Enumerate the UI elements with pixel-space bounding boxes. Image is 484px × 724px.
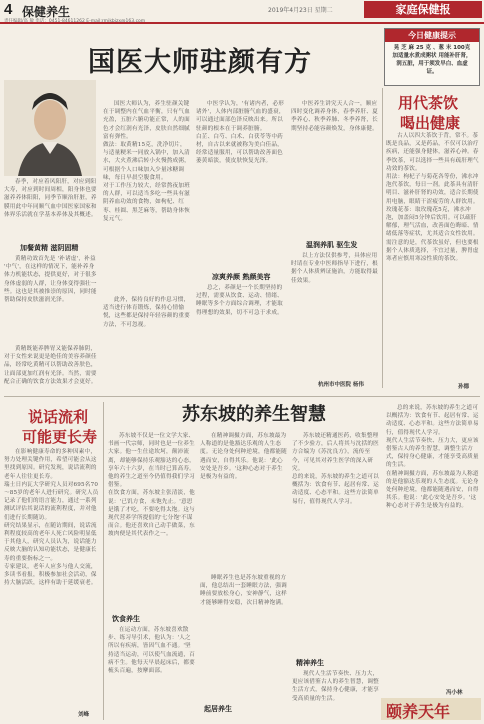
sudongpo-paragraph: 现代人生活节奏快、压力大，更应该借鉴古人的养生智慧，调整生活方式，保持身心健康，才能享受高质量的生活。 [386,437,479,469]
main-paragraph: 白芷、白芍、白术、白茯苓等中药材，自古以来就被称为美白佳品，经常适量服用，可以帮助改善面色萎黄暗淡，使皮肤恢复光泽。 [196,133,283,165]
speech-paragraph: 在影响健康寿命的多种因素中，努力处理关键作用，希望可能会从这里找到原因。研究发现，说话流利的老年人往往更长寿。 [4,449,97,480]
main-article-col-2b [103,296,191,394]
sudongpo-paragraph: 总的来说，苏东坡的养生之道可以概括为：饮食有节、起居有常、运动适度、心态平和。这些方法简单易行，值得现代人学习。 [292,474,379,505]
main-paragraph: 对于工作压力较大，经常熬夜加班的人群，可以适当多吃一些具有滋阴养血功效的食物，如枸杞、红枣、桂圆、黑芝麻等，帮助身体恢复元气。 [103,183,190,222]
main-subheading-4: 凉爽养颜 熟颜美容 [212,273,271,281]
health-tip-text: 晃 芝 麻 25 克 、葱 末 100克加适量水煮成粥状 用能补肝肾，润五脏，用于须发早白、血虚证。 [392,45,472,75]
sudongpo-subheading-1: 饮食养生 [112,615,140,623]
tea-article-title-2: 喝出健康 [400,114,461,132]
speech-paragraph: 瑞士日内瓦大学研究人员对695名70～85岁的老年人进行研究。研究人员记录了他们的语言能力，通过一系列测试评估其说话的流利程度，并对他们进行长期随访。 [4,481,99,521]
main-article-col-4b [291,252,379,372]
sudongpo-col-4 [386,404,480,686]
main-paragraph: 此外，保持良好的作息习惯，适当进行体育锻炼，保持心情愉悦，这些都是保持年轻容颜的重要方法，不可忽视。 [103,297,190,328]
sudongpo-col-2b [200,574,288,700]
sudongpo-col-3b [292,670,380,718]
tea-article-author: 孙德 [458,384,470,390]
main-paragraph: 黄精功效首先是 '补诸虚'，补益 '中气'，在这样的情况下，能补养身体力机能状态，提供更好，对于很多身体虚弱的人群，让身体变得强壮一些。这也是其被推崇的原因，同时能帮助保持皮肤滋润光泽。 [4,256,97,304]
column-divider [382,88,383,388]
main-subheading-1: 加餐黄精 滋阴固精 [20,244,79,252]
footer-title: 颐养天年 [386,702,451,721]
main-article-col-1c [4,345,98,395]
speech-article-author: 刘峰 [78,712,90,718]
sudongpo-col-2 [200,432,288,572]
sudongpo-paragraph: 苏东坡不仅是一位文学大家、书画一代宗师，同时也是一位养生大家。他一生仕途坎坷，颠沛流离，却能够保持乐观豁达的心态，享年六十六岁，在当时已算高寿。他的养生之道至今仍值得我们学习借鉴。 [108,433,195,489]
column-divider [103,402,104,720]
page-header [0,0,484,22]
tea-article-body [386,132,480,382]
sudongpo-paragraph: 在精神调摄方面，苏东坡最为人称道的是他豁达乐观的人生态度。无论身处何种逆境，他都能随遇而安，自得其乐。他说：'此心安处是吾乡。'这种心态对于养生是极为有益的。 [386,470,479,510]
tea-paragraph: 用法：枸杞子与菊花各等份，沸水冲泡代茶饮，每日一剂。此茶具有清肝明目、滋补肝肾的功效，适合长期使用电脑，眼睛干涩疲劳的人群饮用。 [386,174,479,205]
sudongpo-article-author: 冯小林 [446,690,463,696]
sudongpo-paragraph: 睡眠养生也是苏东坡重视的方面，他总结出一套睡眠方法，强调睡前要放松身心，安神静气，这样才能够睡得安稳，次日精神饱满。 [200,575,287,606]
health-tip-title: 今日健康提示 [385,29,479,42]
main-article-col-3 [196,100,286,268]
main-paragraph: 黄精既能养脾胃又能保养肺阴，对于女性来说更是绝佳的美容养颜佳品，经常吃黄精可以帮助改善肤色，让面部更加红润有光泽。当然，需要配合正确的饮食方法效果才会更好。 [4,346,97,385]
main-paragraph: 中医养生讲究天人合一，顺应四时变化调养身体，春季养肝、夏季养心、秋季养肺、冬季养肾，长期坚持必能容颜焕发，身体康健。 [291,101,378,132]
main-paragraph: 以上方法仅供参考，具体应用时请在专业中医师指导下进行，根据个人体质辨证施治，方能取得最佳效果。 [291,253,378,284]
main-paragraph: 总之，养颜是一个长期坚持的过程，需要从饮食、运动、情绪、睡眠等多个方面综合调理，才能取得理想的效果，切不可急于求成。 [196,285,283,316]
tea-paragraph: 古人以四大茶饮于背，常不。茶既是良品，又是药品，不仅可以治疗疾病，还能强身健体，滋养心神。春季饮茶，可以选择一些具有疏肝理气功效的茶饮。 [386,133,479,172]
sudongpo-col-1b [108,626,196,710]
portrait-photo [4,80,96,176]
sudongpo-article-title: 苏东坡的养生智慧 [182,404,326,425]
main-article-title: 国医大师驻颜有方 [88,47,312,78]
tea-article-title: 用代茶饮 [398,94,459,112]
page-number: 4 [4,1,13,18]
speech-article-body [4,448,100,710]
main-article-col-2 [103,100,191,294]
tea-paragraph: 玫瑰花茶：取玫瑰花5克，沸水冲泡，加盖闷5分钟后饮用。可以疏肝解郁，理气活血，改善面色晦暗、情绪低落等症状，尤其适合女性饮用。 [386,206,479,238]
sudongpo-paragraph: 在精神调摄方面，苏东坡最为人称道的是他豁达乐观的人生态度。无论身处何种逆境，他都能随遇而安，自得其乐。他说：'此心安处是吾乡。'这种心态对于养生是极为有益的。 [200,433,287,481]
newspaper-brand: 家庭保健报 [364,1,482,18]
main-subheading-5: 温润养肌 驱生发 [306,241,358,249]
speech-paragraph: 研究结果显示，在随访期间，说话流利程度较高的老年人死亡风险明显低于其他人，研究人员认为，说话能力反映大脑的认知功能状态，是健康长寿的重要指标之一。 [4,522,97,562]
tea-paragraph: 需注意的是，代茶饮虽好，但也要根据个人体质选择，不宜过量，脾胃虚寒者应慎用寒凉性质的茶饮。 [386,239,479,263]
main-article-col-1 [4,178,98,238]
main-paragraph: 做法：取黄精15克，洗净切片，与适量粳米一同放入锅中，加入清水，大火煮沸后转小火慢熬成粥，可根据个人口味加入少量冰糖调味，每日早晨空腹食用。 [103,142,190,181]
main-article-col-1b [4,255,98,343]
sudongpo-subheading-2: 起居养生 [204,705,232,713]
main-paragraph: 中医学认为，'有诸内者，必形诸外'，人体内部脏腑气血的盛衰，可以通过面部色泽反映出来。所以驻颜的根本在于调养脏腑。 [196,101,285,132]
main-paragraph: 国医大师认为，养生驻颜关键在于调整内在气血平衡，只有气血充盈，五脏六腑功能正常，人的面色才会红润有光泽，皮肤自然细腻富有弹性。 [103,101,190,140]
speech-paragraph: 专家建议，老年人应多与他人交流，多读书看报，积极参加社会活动，保持大脑活跃，这样有助于延缓衰老。 [4,563,97,587]
sudongpo-paragraph: 苏东坡还精通医药，收集整理了不少验方，后人将其与沈括的医方合编为《苏沈良方》，流传至今，可见其对养生医学的深入研究。 [292,433,379,472]
sudongpo-col-1 [108,432,196,612]
speech-article-title-2: 可能更长寿 [22,428,98,446]
sudongpo-paragraph: 总的来说，苏东坡的养生之道可以概括为：饮食有节、起居有常、运动适度、心态平和。这些方法简单易行，值得现代人学习。 [386,405,479,436]
main-article-col-3b [196,284,286,394]
section-title: 保健养生 [22,5,71,19]
sudongpo-paragraph: 在饮食方面，苏东坡主张清淡，他说：'已饥方食，未饱先止。'意思是饿了才吃，不要吃得太饱。这与现代营养学所提倡的'七分饱'不谋而合。他还喜欢自己动手做菜，东坡肉便是其代表作之一。 [108,490,195,538]
main-article-col-4 [291,100,379,246]
speech-article-title: 说话流利 [28,408,89,426]
sudongpo-paragraph: 现代人生活节奏快、压力大，更应该借鉴古人的养生智慧，调整生活方式，保持身心健康，才能享受高质量的生活。 [292,671,379,702]
sudongpo-subheading-3: 精神养生 [296,659,324,667]
header-rule [0,22,484,24]
section-divider [4,396,480,397]
sudongpo-col-3 [292,432,380,654]
issue-date: 2019年4月23日 星期二 [268,7,333,14]
main-paragraph: 春季，对应着风阳肝，对应到阳大寿，对应到时间周相，阳身体也要滋养养体阳阳，同季节顺治肝脏，养膜用此中年同顺气血中国医家国家和体界乐活就在学基本养体及其概述。 [4,179,97,218]
health-tip-box [384,28,480,86]
sudongpo-paragraph: 在运动方面，苏东坡喜欢散步、练习导引术，他认为：'人之所以有疾病，皆因气血不通。'坚持适当运动，可以使气血流通，百病不生。他每天早晨起床后，都要梳头百遍，按摩面部。 [108,627,195,675]
main-article-author: 杭州市中医院 杨伟 [318,382,364,388]
